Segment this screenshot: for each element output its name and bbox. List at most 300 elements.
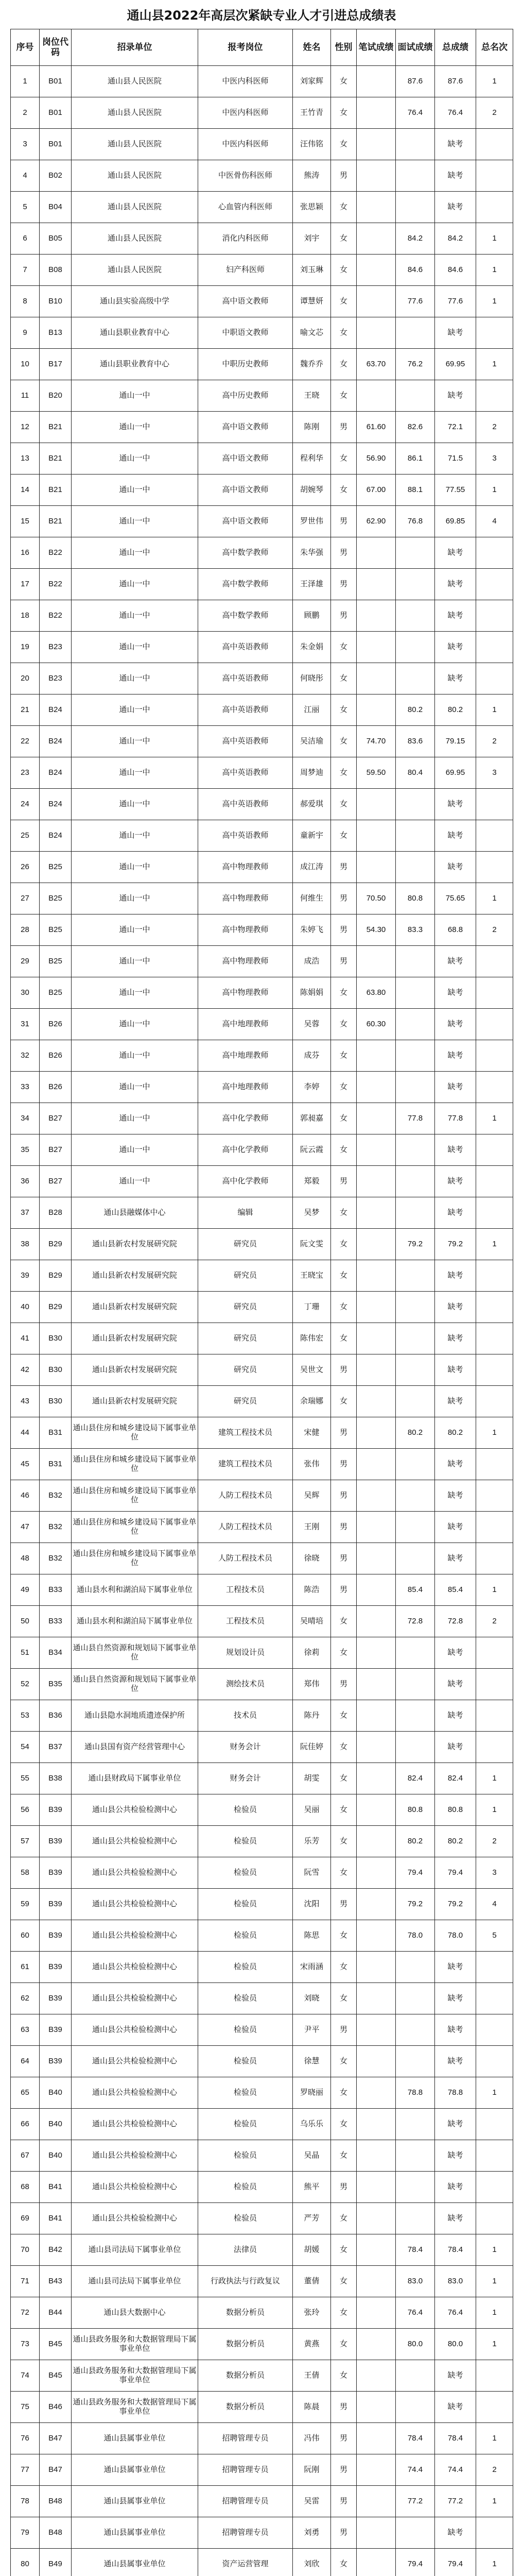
cell-interview-score: 77.6 — [396, 286, 435, 317]
cell-total-score: 缺考 — [435, 1197, 476, 1229]
cell-position: 研究员 — [198, 1292, 293, 1323]
cell-total-score: 78.0 — [435, 1920, 476, 1952]
cell-seq: 51 — [11, 1637, 40, 1669]
cell-interview-score — [396, 1134, 435, 1166]
cell-seq: 45 — [11, 1449, 40, 1480]
cell-name: 吴丽 — [293, 1794, 331, 1826]
cell-rank: 1 — [476, 223, 513, 255]
cell-name: 刘晓 — [293, 1983, 331, 2014]
cell-rank — [476, 1637, 513, 1669]
cell-written-score — [357, 2360, 396, 2392]
cell-interview-score — [396, 946, 435, 977]
cell-total-score: 缺考 — [435, 1449, 476, 1480]
cell-interview-score — [396, 2517, 435, 2549]
cell-rank: 1 — [476, 2329, 513, 2360]
table-row — [11, 349, 513, 380]
cell-rank: 2 — [476, 2454, 513, 2486]
cell-name: 阮佳婷 — [293, 1732, 331, 1763]
cell-post-code: B39 — [40, 1983, 72, 2014]
cell-name: 吴晴培 — [293, 1606, 331, 1637]
cell-written-score — [357, 255, 396, 286]
cell-name: 陈刚 — [293, 412, 331, 443]
cell-seq: 40 — [11, 1292, 40, 1323]
cell-written-score: 67.00 — [357, 474, 396, 506]
table-row — [11, 1920, 513, 1952]
cell-employer: 通山县公共检验检测中心 — [72, 1826, 198, 1857]
cell-written-score — [357, 1606, 396, 1637]
cell-total-score: 72.1 — [435, 412, 476, 443]
cell-seq: 16 — [11, 537, 40, 569]
cell-position: 高中语文教师 — [198, 412, 293, 443]
cell-position: 招聘管理专员 — [198, 2517, 293, 2549]
cell-employer: 通山县新农村发展研究院 — [72, 1292, 198, 1323]
cell-name: 刘家辉 — [293, 66, 331, 97]
cell-position: 检验员 — [198, 1794, 293, 1826]
header-rank: 总名次 — [476, 29, 513, 66]
cell-total-score: 缺考 — [435, 2203, 476, 2234]
cell-rank: 1 — [476, 1794, 513, 1826]
cell-name: 刘欣 — [293, 2549, 331, 2576]
table-row — [11, 2172, 513, 2203]
table-row — [11, 506, 513, 537]
cell-position: 高中物理教师 — [198, 852, 293, 883]
cell-total-score: 缺考 — [435, 1386, 476, 1417]
cell-gender: 男 — [331, 1449, 357, 1480]
cell-employer: 通山县国有资产经营管理中心 — [72, 1732, 198, 1763]
cell-rank: 2 — [476, 97, 513, 129]
cell-seq: 7 — [11, 255, 40, 286]
cell-position: 高中英语教师 — [198, 820, 293, 852]
cell-employer: 通山县公共检验检测中心 — [72, 2046, 198, 2077]
cell-employer: 通山县政务服务和大数据管理局下属事业单位 — [72, 2392, 198, 2423]
table-row — [11, 1009, 513, 1040]
cell-rank — [476, 1197, 513, 1229]
cell-position: 中职语文教师 — [198, 317, 293, 349]
cell-position: 人防工程技术员 — [198, 1480, 293, 1512]
cell-rank: 1 — [476, 2077, 513, 2109]
cell-name: 郝爱琪 — [293, 789, 331, 820]
cell-name: 魏乔乔 — [293, 349, 331, 380]
cell-post-code: B40 — [40, 2140, 72, 2172]
cell-seq: 4 — [11, 160, 40, 192]
cell-written-score — [357, 694, 396, 726]
cell-name: 郭昶嘉 — [293, 1103, 331, 1134]
cell-employer: 通山一中 — [72, 852, 198, 883]
cell-interview-score: 79.4 — [396, 1857, 435, 1889]
cell-name: 何维生 — [293, 883, 331, 914]
cell-interview-score — [396, 600, 435, 632]
cell-employer: 通山县人民医院 — [72, 66, 198, 97]
cell-total-score: 82.4 — [435, 1763, 476, 1794]
cell-seq: 17 — [11, 569, 40, 600]
cell-interview-score — [396, 852, 435, 883]
cell-written-score: 70.50 — [357, 883, 396, 914]
cell-name: 周梦迪 — [293, 757, 331, 789]
results-table — [10, 29, 513, 2576]
cell-name: 冯伟 — [293, 2423, 331, 2454]
cell-seq: 9 — [11, 317, 40, 349]
cell-position: 研究员 — [198, 1229, 293, 1260]
cell-post-code: B41 — [40, 2172, 72, 2203]
cell-name: 陈娟娟 — [293, 977, 331, 1009]
cell-interview-score: 78.4 — [396, 2423, 435, 2454]
cell-seq: 23 — [11, 757, 40, 789]
cell-post-code: B23 — [40, 663, 72, 694]
cell-seq: 50 — [11, 1606, 40, 1637]
cell-name: 吴雷 — [293, 2486, 331, 2517]
cell-gender: 女 — [331, 1134, 357, 1166]
cell-employer: 通山县住房和城乡建设局下属事业单位 — [72, 1512, 198, 1543]
cell-total-score: 缺考 — [435, 1700, 476, 1732]
cell-post-code: B39 — [40, 1826, 72, 1857]
cell-post-code: B32 — [40, 1543, 72, 1574]
cell-name: 陈丹 — [293, 1700, 331, 1732]
cell-gender: 女 — [331, 1920, 357, 1952]
cell-seq: 77 — [11, 2454, 40, 2486]
cell-seq: 79 — [11, 2517, 40, 2549]
cell-interview-score — [396, 1637, 435, 1669]
cell-post-code: B32 — [40, 1480, 72, 1512]
table-row — [11, 1229, 513, 1260]
cell-position: 数据分析员 — [198, 2392, 293, 2423]
cell-written-score: 60.30 — [357, 1009, 396, 1040]
cell-rank — [476, 600, 513, 632]
cell-post-code: B25 — [40, 883, 72, 914]
cell-name: 陈晨 — [293, 2392, 331, 2423]
cell-post-code: B38 — [40, 1763, 72, 1794]
cell-name: 陈伟宏 — [293, 1323, 331, 1354]
cell-name: 阮雪 — [293, 1857, 331, 1889]
cell-name: 宋健 — [293, 1417, 331, 1449]
cell-interview-score — [396, 1543, 435, 1574]
cell-post-code: B08 — [40, 255, 72, 286]
cell-written-score — [357, 1794, 396, 1826]
cell-position: 检验员 — [198, 1952, 293, 1983]
cell-rank — [476, 569, 513, 600]
cell-seq: 47 — [11, 1512, 40, 1543]
cell-post-code: B31 — [40, 1449, 72, 1480]
cell-name: 喻文芯 — [293, 317, 331, 349]
cell-employer: 通山一中 — [72, 632, 198, 663]
cell-rank: 5 — [476, 1920, 513, 1952]
cell-name: 乌乐乐 — [293, 2109, 331, 2140]
cell-rank: 2 — [476, 1606, 513, 1637]
cell-total-score: 84.2 — [435, 223, 476, 255]
cell-total-score: 缺考 — [435, 1732, 476, 1763]
cell-interview-score — [396, 160, 435, 192]
cell-name: 成浩 — [293, 946, 331, 977]
cell-seq: 30 — [11, 977, 40, 1009]
cell-interview-score — [396, 2392, 435, 2423]
cell-post-code: B37 — [40, 1732, 72, 1763]
cell-total-score: 87.6 — [435, 66, 476, 97]
cell-total-score: 74.4 — [435, 2454, 476, 2486]
cell-gender: 男 — [331, 569, 357, 600]
cell-name: 陈思 — [293, 1920, 331, 1952]
table-row — [11, 223, 513, 255]
header-interview-score: 面试成绩 — [396, 29, 435, 66]
cell-rank — [476, 977, 513, 1009]
cell-name: 罗晓丽 — [293, 2077, 331, 2109]
cell-written-score — [357, 1417, 396, 1449]
cell-total-score: 79.4 — [435, 1857, 476, 1889]
cell-gender: 女 — [331, 2266, 357, 2297]
cell-employer: 通山一中 — [72, 694, 198, 726]
cell-employer: 通山县人民医院 — [72, 255, 198, 286]
cell-written-score — [357, 1166, 396, 1197]
table-row — [11, 2014, 513, 2046]
cell-written-score — [357, 1229, 396, 1260]
cell-employer: 通山一中 — [72, 1103, 198, 1134]
cell-position: 研究员 — [198, 1386, 293, 1417]
cell-gender: 女 — [331, 1040, 357, 1072]
cell-interview-score — [396, 1323, 435, 1354]
cell-total-score: 缺考 — [435, 2392, 476, 2423]
cell-post-code: B24 — [40, 694, 72, 726]
cell-rank — [476, 1480, 513, 1512]
cell-interview-score: 78.0 — [396, 1920, 435, 1952]
cell-gender: 女 — [331, 1197, 357, 1229]
cell-position: 数据分析员 — [198, 2360, 293, 2392]
cell-post-code: B26 — [40, 1009, 72, 1040]
cell-gender: 女 — [331, 2140, 357, 2172]
header-gender: 性别 — [331, 29, 357, 66]
cell-interview-score — [396, 1166, 435, 1197]
cell-rank: 1 — [476, 349, 513, 380]
table-row — [11, 1794, 513, 1826]
cell-employer: 通山县公共检验检测中心 — [72, 1983, 198, 2014]
table-row — [11, 1637, 513, 1669]
cell-name: 刘玉琳 — [293, 255, 331, 286]
cell-gender: 女 — [331, 726, 357, 757]
table-row — [11, 1072, 513, 1103]
cell-written-score: 56.90 — [357, 443, 396, 474]
cell-total-score: 缺考 — [435, 852, 476, 883]
cell-rank — [476, 1072, 513, 1103]
cell-rank: 2 — [476, 412, 513, 443]
cell-interview-score — [396, 1040, 435, 1072]
cell-rank — [476, 1009, 513, 1040]
table-body — [11, 66, 513, 2576]
cell-interview-score: 78.8 — [396, 2077, 435, 2109]
cell-total-score: 缺考 — [435, 1952, 476, 1983]
cell-seq: 34 — [11, 1103, 40, 1134]
cell-post-code: B27 — [40, 1134, 72, 1166]
cell-post-code: B21 — [40, 443, 72, 474]
cell-rank: 2 — [476, 726, 513, 757]
cell-post-code: B01 — [40, 66, 72, 97]
cell-employer: 通山县实验高级中学 — [72, 286, 198, 317]
cell-rank — [476, 1292, 513, 1323]
cell-written-score — [357, 2203, 396, 2234]
cell-position: 中医内科医师 — [198, 97, 293, 129]
cell-written-score: 74.70 — [357, 726, 396, 757]
cell-seq: 58 — [11, 1857, 40, 1889]
cell-position: 检验员 — [198, 1857, 293, 1889]
cell-seq: 18 — [11, 600, 40, 632]
cell-gender: 女 — [331, 1606, 357, 1637]
cell-seq: 61 — [11, 1952, 40, 1983]
cell-position: 高中英语教师 — [198, 726, 293, 757]
cell-gender: 女 — [331, 1857, 357, 1889]
cell-written-score — [357, 1512, 396, 1543]
table-row — [11, 2046, 513, 2077]
cell-written-score — [357, 1040, 396, 1072]
header-position: 报考岗位 — [198, 29, 293, 66]
cell-total-score: 79.15 — [435, 726, 476, 757]
cell-rank: 3 — [476, 757, 513, 789]
cell-employer: 通山县新农村发展研究院 — [72, 1229, 198, 1260]
cell-written-score — [357, 1857, 396, 1889]
cell-seq: 56 — [11, 1794, 40, 1826]
cell-interview-score — [396, 317, 435, 349]
table-row — [11, 632, 513, 663]
cell-gender: 男 — [331, 2517, 357, 2549]
cell-name: 胡雯 — [293, 1763, 331, 1794]
table-row — [11, 1826, 513, 1857]
cell-interview-score — [396, 1354, 435, 1386]
cell-post-code: B33 — [40, 1606, 72, 1637]
cell-interview-score — [396, 1386, 435, 1417]
cell-name: 吴洁瑜 — [293, 726, 331, 757]
table-row — [11, 317, 513, 349]
cell-seq: 6 — [11, 223, 40, 255]
cell-written-score — [357, 2517, 396, 2549]
cell-written-score — [357, 1952, 396, 1983]
cell-total-score: 缺考 — [435, 2360, 476, 2392]
cell-employer: 通山县财政局下属事业单位 — [72, 1763, 198, 1794]
table-row — [11, 726, 513, 757]
table-row — [11, 1606, 513, 1637]
cell-rank: 4 — [476, 506, 513, 537]
cell-rank — [476, 129, 513, 160]
table-row — [11, 1889, 513, 1920]
cell-post-code: B39 — [40, 1952, 72, 1983]
cell-post-code: B30 — [40, 1386, 72, 1417]
cell-employer: 通山县住房和城乡建设局下属事业单位 — [72, 1449, 198, 1480]
table-row — [11, 1417, 513, 1449]
cell-seq: 22 — [11, 726, 40, 757]
cell-gender: 男 — [331, 946, 357, 977]
cell-position: 高中化学教师 — [198, 1103, 293, 1134]
cell-total-score: 80.2 — [435, 694, 476, 726]
cell-post-code: B21 — [40, 474, 72, 506]
cell-position: 高中化学教师 — [198, 1166, 293, 1197]
cell-written-score: 62.90 — [357, 506, 396, 537]
cell-position: 中医骨伤科医师 — [198, 160, 293, 192]
cell-written-score — [357, 820, 396, 852]
table-row — [11, 820, 513, 852]
cell-seq: 21 — [11, 694, 40, 726]
cell-gender: 女 — [331, 1826, 357, 1857]
cell-written-score — [357, 1983, 396, 2014]
cell-post-code: B36 — [40, 1700, 72, 1732]
cell-position: 检验员 — [198, 2046, 293, 2077]
cell-employer: 通山一中 — [72, 726, 198, 757]
cell-gender: 女 — [331, 1983, 357, 2014]
cell-post-code: B27 — [40, 1166, 72, 1197]
cell-post-code: B04 — [40, 192, 72, 223]
cell-rank: 1 — [476, 2549, 513, 2576]
cell-name: 吴晶 — [293, 2140, 331, 2172]
cell-written-score — [357, 2266, 396, 2297]
cell-interview-score — [396, 2360, 435, 2392]
cell-rank: 1 — [476, 2423, 513, 2454]
document-title: 通山县2022年高层次紧缺专业人才引进总成绩表 — [127, 8, 396, 23]
cell-written-score — [357, 569, 396, 600]
cell-employer: 通山一中 — [72, 789, 198, 820]
cell-position: 行政执法与行政复议 — [198, 2266, 293, 2297]
cell-position: 高中物理教师 — [198, 946, 293, 977]
cell-employer: 通山县大数据中心 — [72, 2297, 198, 2329]
table-row — [11, 946, 513, 977]
cell-post-code: B42 — [40, 2234, 72, 2266]
cell-name: 尹平 — [293, 2014, 331, 2046]
cell-name: 王晓宝 — [293, 1260, 331, 1292]
cell-position: 妇产科医师 — [198, 255, 293, 286]
cell-gender: 女 — [331, 2360, 357, 2392]
cell-employer: 通山一中 — [72, 1009, 198, 1040]
cell-employer: 通山县新农村发展研究院 — [72, 1260, 198, 1292]
table-row — [11, 694, 513, 726]
cell-gender: 女 — [331, 2549, 357, 2576]
cell-employer: 通山县公共检验检测中心 — [72, 2203, 198, 2234]
cell-total-score: 78.4 — [435, 2423, 476, 2454]
cell-position: 高中语文教师 — [198, 443, 293, 474]
table-row — [11, 914, 513, 946]
cell-employer: 通山一中 — [72, 600, 198, 632]
cell-rank: 3 — [476, 443, 513, 474]
cell-gender: 男 — [331, 1543, 357, 1574]
cell-rank — [476, 1260, 513, 1292]
cell-employer: 通山一中 — [72, 757, 198, 789]
table-row — [11, 2297, 513, 2329]
cell-gender: 男 — [331, 1166, 357, 1197]
table-row — [11, 663, 513, 694]
cell-rank — [476, 2517, 513, 2549]
cell-name: 朱婷飞 — [293, 914, 331, 946]
cell-total-score: 85.4 — [435, 1574, 476, 1606]
cell-position: 高中数学教师 — [198, 600, 293, 632]
cell-interview-score: 78.4 — [396, 2234, 435, 2266]
cell-post-code: B02 — [40, 160, 72, 192]
cell-name: 郑伟 — [293, 1669, 331, 1700]
cell-rank — [476, 2360, 513, 2392]
cell-name: 谭慧妍 — [293, 286, 331, 317]
cell-seq: 46 — [11, 1480, 40, 1512]
cell-interview-score: 84.6 — [396, 255, 435, 286]
cell-total-score: 缺考 — [435, 2172, 476, 2203]
cell-post-code: B17 — [40, 349, 72, 380]
cell-seq: 66 — [11, 2109, 40, 2140]
cell-written-score — [357, 1292, 396, 1323]
cell-seq: 55 — [11, 1763, 40, 1794]
table-row — [11, 2517, 513, 2549]
cell-rank — [476, 663, 513, 694]
cell-position: 高中语文教师 — [198, 506, 293, 537]
cell-post-code: B35 — [40, 1669, 72, 1700]
cell-post-code: B43 — [40, 2266, 72, 2297]
cell-employer: 通山县住房和城乡建设局下属事业单位 — [72, 1543, 198, 1574]
cell-name: 何晓彤 — [293, 663, 331, 694]
cell-post-code: B49 — [40, 2549, 72, 2576]
cell-gender: 女 — [331, 757, 357, 789]
header-employer: 招录单位 — [72, 29, 198, 66]
cell-written-score — [357, 2234, 396, 2266]
cell-gender: 女 — [331, 2297, 357, 2329]
cell-seq: 38 — [11, 1229, 40, 1260]
cell-interview-score — [396, 1700, 435, 1732]
